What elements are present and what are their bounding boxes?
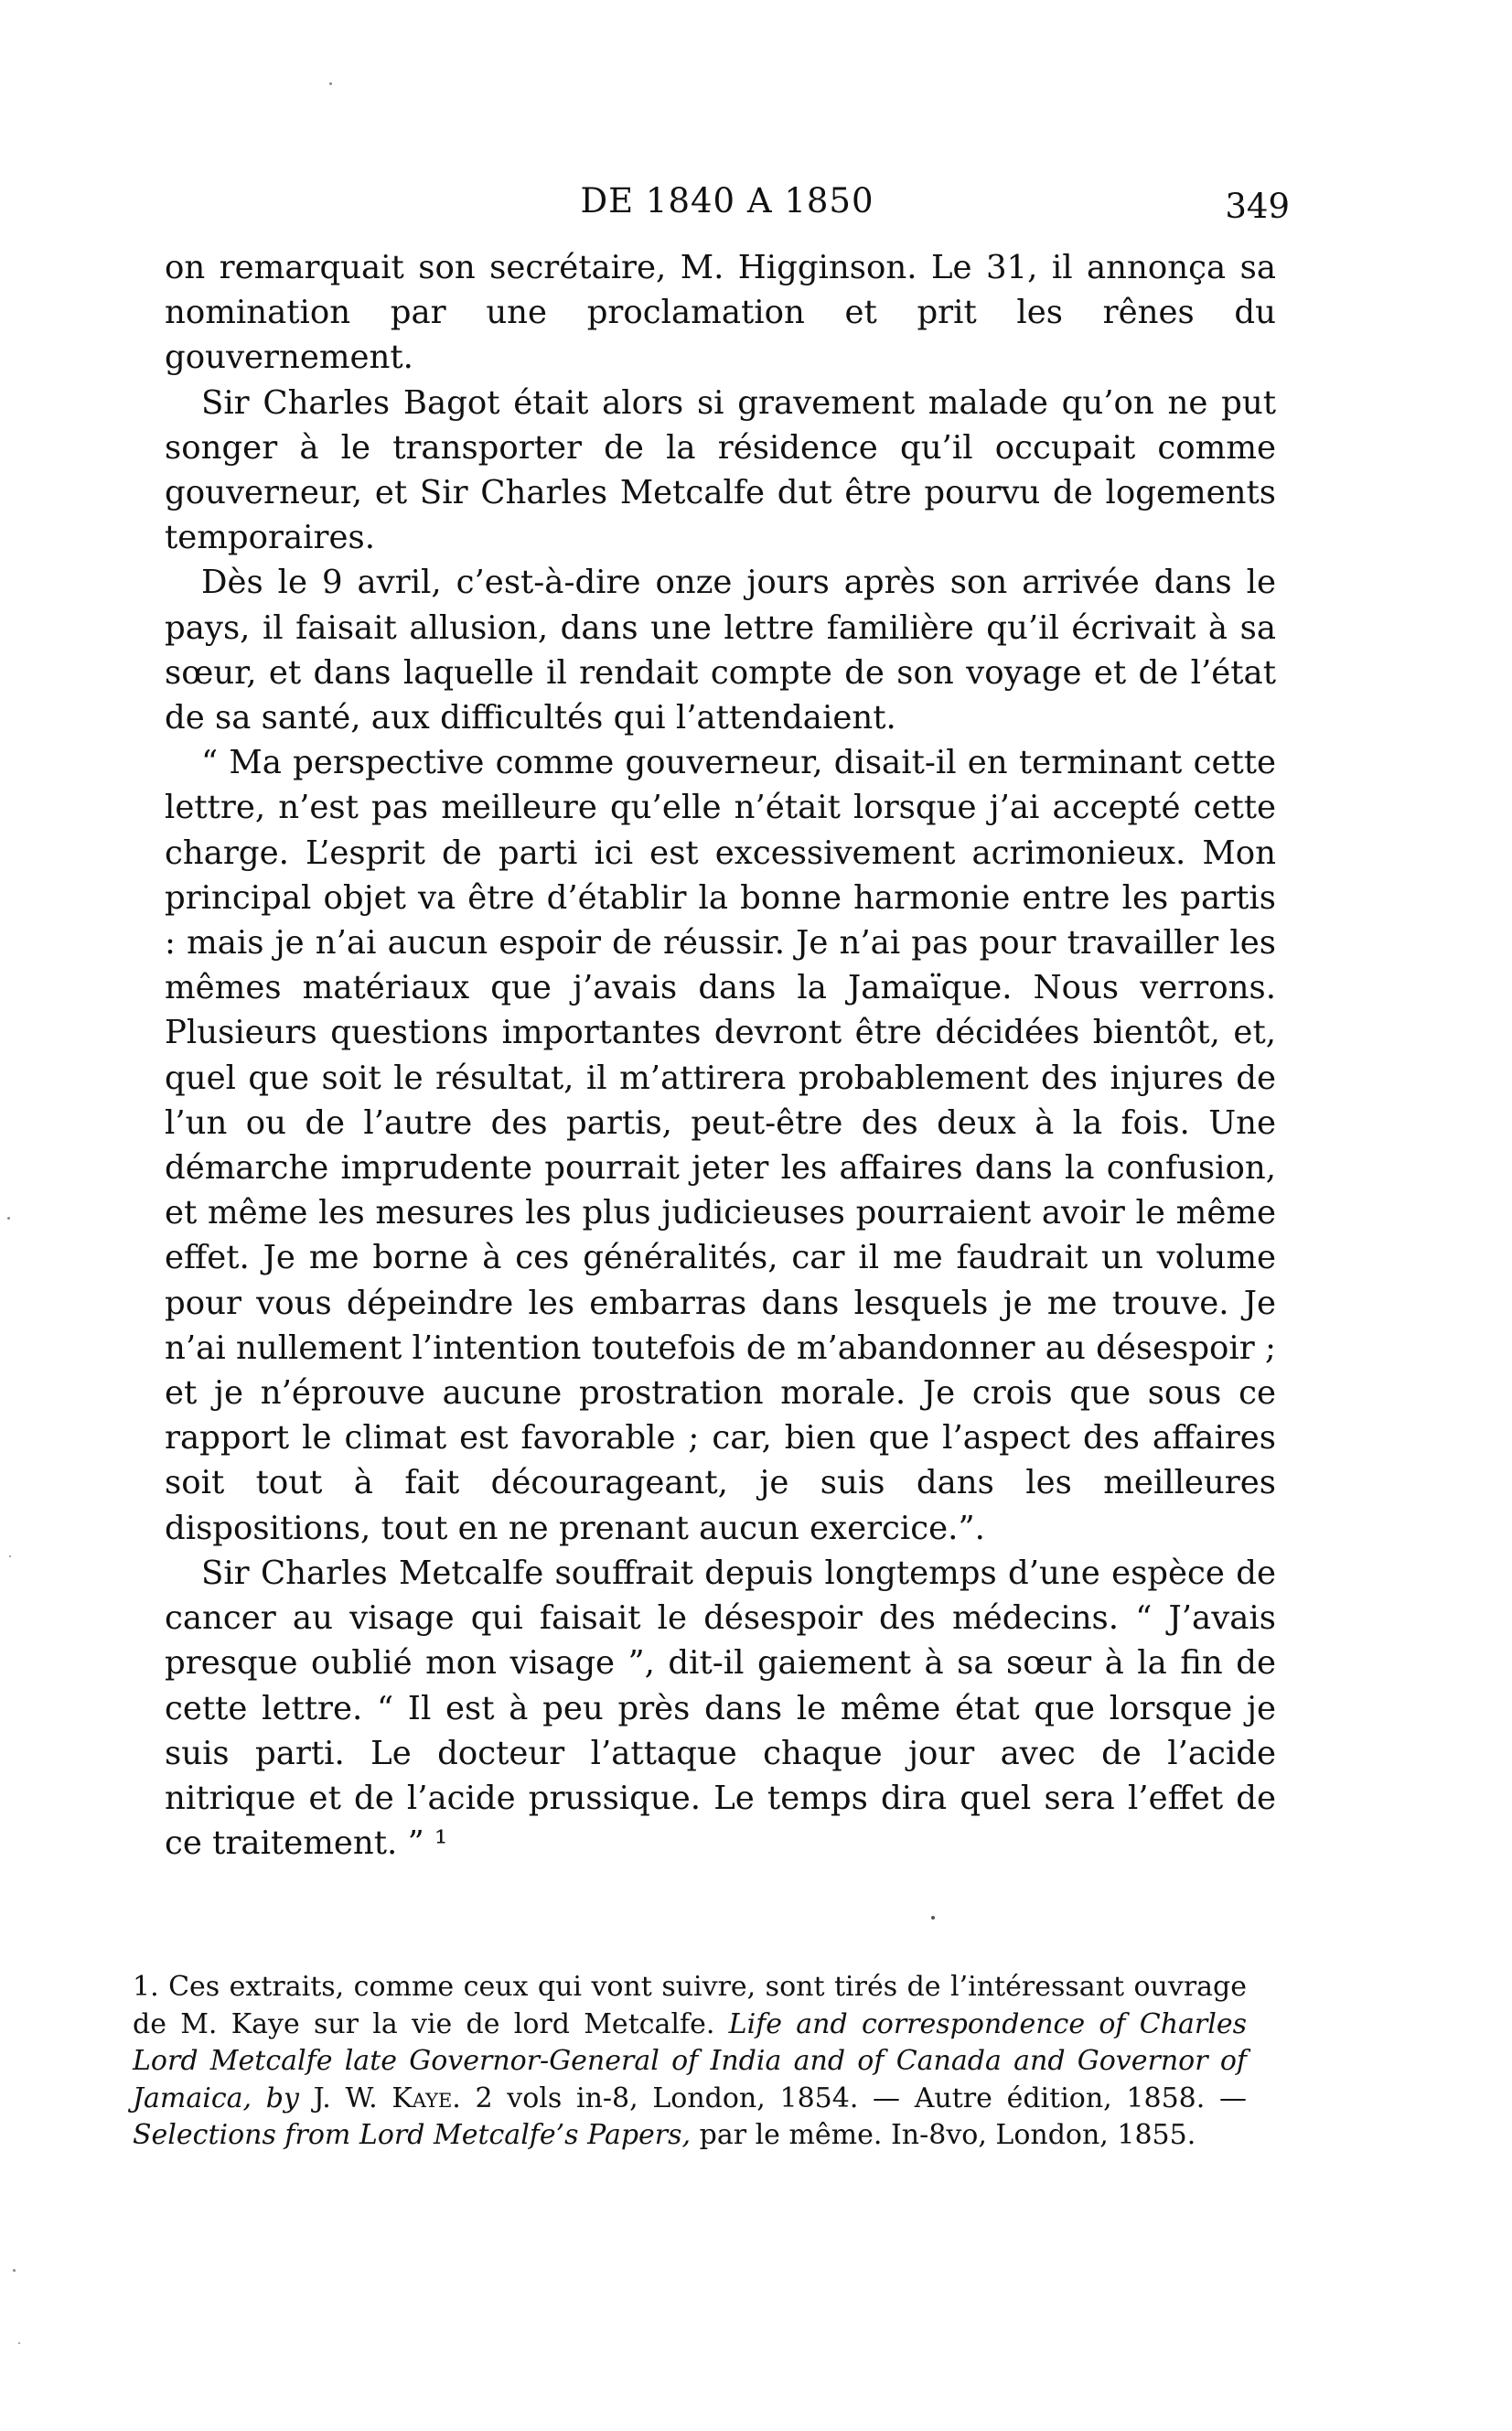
footnote-segment: J. W. — [313, 2081, 392, 2114]
footnote-marker: 1. — [133, 1971, 159, 2003]
paper-speck — [7, 1217, 10, 1220]
paper-speck — [9, 1555, 11, 1557]
page-header — [165, 181, 1290, 227]
footnote-segment: Kaye — [391, 2081, 453, 2114]
paragraph: on remarquait son secrétaire, M. Higginson. Le 31, il annonça sa nomination par une proclamation et prit les rênes du gouvernement. — [165, 249, 1276, 377]
footnote-segment: Life and correspondence of Charles Lord Metcalfe late Governor-General of India and of Canada and Governor of Jamaica, by — [133, 2007, 1247, 2114]
paper-speck — [18, 2342, 20, 2344]
paragraph: Dès le 9 avril, c’est-à-dire onze jours après son arrivée dans le pays, il faisait allusion, dans une lettre familière qu’il écrivait à sa sœur, et dans laquelle il rendait compte de son voyage et de l’état de sa santé, aux difficultés qui l’attendaient. — [165, 564, 1276, 737]
footnote-segment: Ces extraits, comme ceux qui vont suivre, sont tirés de l’intéressant ouvrage de M. Kaye sur la vie de lord Metcalfe. — [133, 1971, 1247, 2040]
paragraph: Sir Charles Metcalfe souffrait depuis longtemps d’une espèce de cancer au visage qui faisait le désespoir des médecins. “ J’avais presque oublié mon visage ”, dit-il gaiement à sa sœur à la fin de cette lettre. “ Il est à peu près dans le même état que lorsque je suis parti. Le docteur l’attaque chaque jour avec de l’acide nitrique et de l’acide prussique. Le temps dira quel sera l’effet de ce traitement. ” ¹ — [165, 1554, 1276, 1863]
running-head: DE 1840 A 1850 — [580, 181, 874, 221]
paragraph: “ Ma perspective comme gouverneur, disait-il en terminant cette lettre, n’est pas meilleure qu’elle n’était lorsque j’ai accepté cette charge. L’esprit de parti ici est excessivement acrimonieux. Mon principal objet va être d’établir la bonne harmonie entre les partis : mais je n’ai aucun espoir de réussir. Je n’ai pas pour travailler les mêmes matériaux que j’avais dans la Jamaïque. Nous verrons. Plusieurs questions importantes devront être décidées bientôt, et, quel que soit le résultat, il m’attirera probablement des injures de l’un ou de l’autre des partis, peut-être des deux à la fois. Une démarche imprudente pourrait jeter les affaires dans la confusion, et même les mesures les plus judicieuses pourraient avoir le même effet. Je me borne à ces généralités, car il me faudrait un volume pour vous dépeindre les embarras dans lesquels je me trouve. Je n’ai nullement l’intention toutefois de m’abandonner au désespoir ; et je n’éprouve aucune prostration morale. Je crois que sous ce rapport le climat est favorable ; car, bien que l’aspect des affaires soit tout à fait décourageant, je suis dans les meilleures dispositions, tout en ne prenant aucun exercice.”. — [165, 744, 1276, 1547]
paper-speck — [329, 82, 332, 85]
footnote-text — [133, 1971, 1247, 2151]
footnote — [133, 1969, 1247, 2155]
page-number: 349 — [1225, 187, 1290, 226]
footnote-separator-dot — [931, 1916, 935, 1920]
footnote-segment: . 2 vols in-8, London, 1854. — Autre édition, 1858. — — [452, 2081, 1247, 2114]
paragraph: Sir Charles Bagot était alors si gravement malade qu’on ne put songer à le transporter de la résidence qu’il occupait comme gouverneur, et Sir Charles Metcalfe dut être pourvu de logements temporaires. — [165, 383, 1276, 557]
body-text — [165, 245, 1276, 1866]
footnote-segment: Selections from Lord Metcalfe’s Papers, — [133, 2119, 692, 2151]
footnote-segment: par le même. In-8vo, London, 1855. — [691, 2119, 1196, 2151]
paper-speck — [13, 2269, 16, 2272]
